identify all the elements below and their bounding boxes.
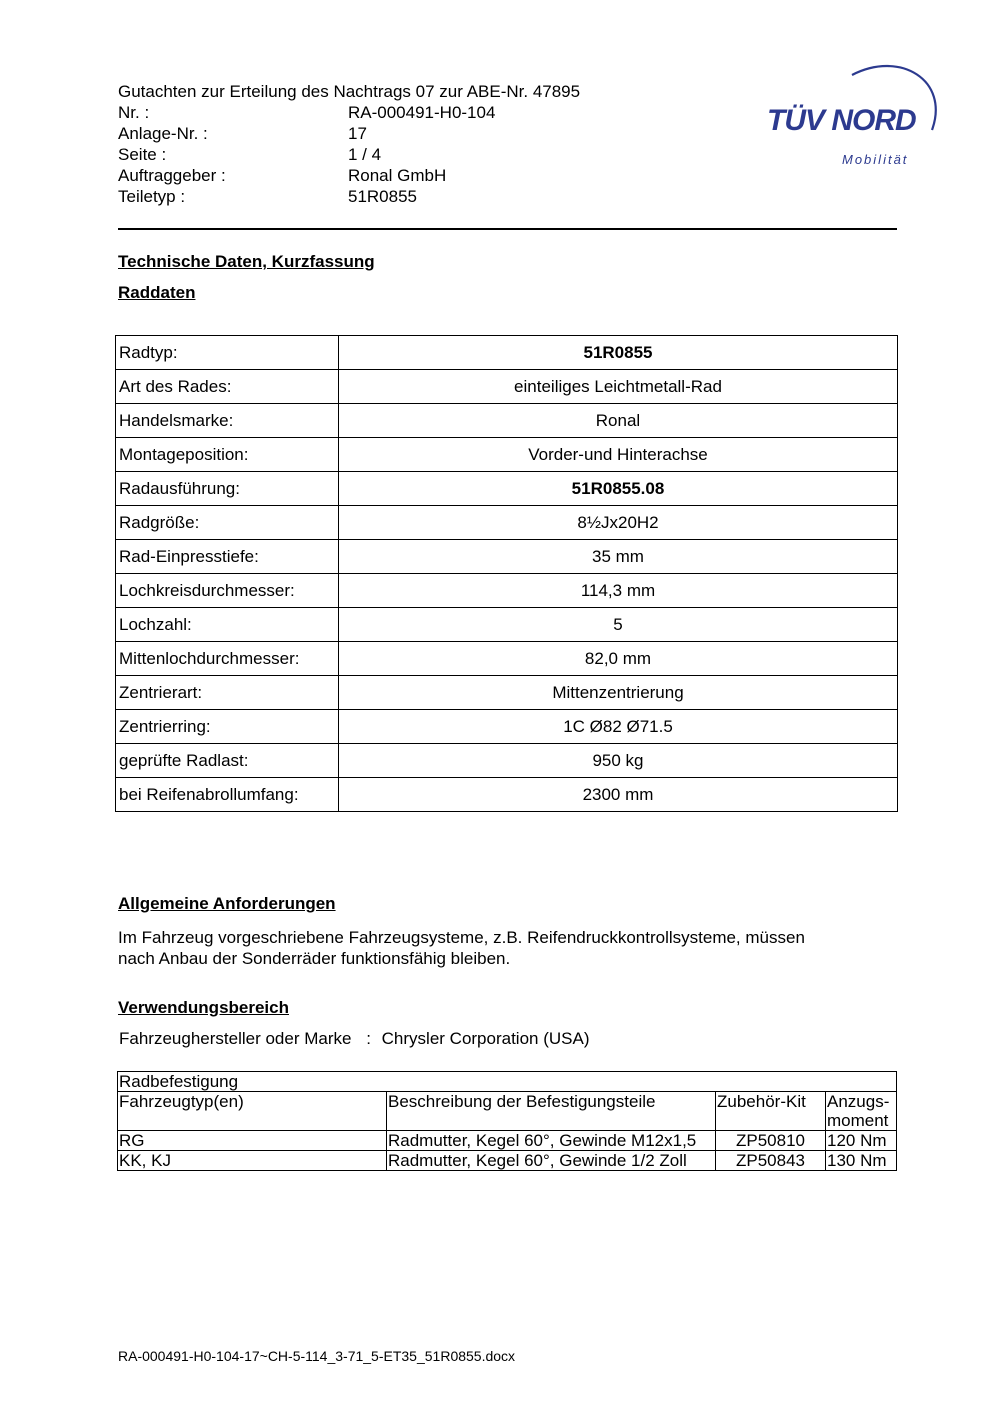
table-row [118,1131,897,1151]
report-title-text: Gutachten zur Erteilung des Nachtrags 07 zur ABE-Nr. 47895 [118,82,581,101]
raddaten-value: 51R0855.08 [339,472,898,506]
logo-subtitle: Mobilität [842,152,909,167]
raddaten-row [116,472,898,506]
befestigung-header-cell [826,1092,897,1131]
hersteller-line [119,1029,590,1049]
raddaten-value: 35 mm [339,540,898,574]
header-divider [118,228,897,230]
raddaten-row [116,608,898,642]
section-title-technische-daten: Technische Daten, Kurzfassung [118,252,375,271]
befestigung-header-text: Anzugs- moment [827,1092,890,1130]
raddaten-value: 1C Ø82 Ø71.5 [339,710,898,744]
raddaten-row [116,744,898,778]
allgemeine-text-line: nach Anbau der Sonderräder funktionsfähig bleiben. [118,949,511,968]
raddaten-value: Ronal [339,404,898,438]
raddaten-row [116,336,898,370]
tuev-nord-logo [760,55,940,175]
raddaten-label: Mittenlochdurchmesser: [116,642,339,676]
raddaten-label: Art des Rades: [116,370,339,404]
radbefestigung-table [117,1071,897,1171]
befestigung-header-cell: Beschreibung der Befestigungsteile [387,1092,716,1131]
raddaten-row [116,642,898,676]
raddaten-label: Lochzahl: [116,608,339,642]
raddaten-value: 950 kg [339,744,898,778]
befestigung-cell-beschreibung: Radmutter, Kegel 60°, Gewinde M12x1,5 [387,1131,716,1151]
hersteller-value: Chrysler Corporation (USA) [381,1029,590,1048]
header-label: Anlage-Nr. : [118,124,208,143]
raddaten-row [116,574,898,608]
raddaten-value: Vorder-und Hinterachse [339,438,898,472]
header-value: 17 [348,124,367,143]
header-value: 51R0855 [348,187,418,206]
raddaten-value: 114,3 mm [339,574,898,608]
befestigung-header-row [118,1092,897,1131]
befestigung-cell-kit: ZP50843 [716,1151,826,1171]
raddaten-table [115,335,898,812]
raddaten-row [116,778,898,812]
table-row [118,1151,897,1171]
header-value: 1 / 4 [348,145,382,164]
raddaten-row [116,540,898,574]
befestigung-caption-row [118,1072,897,1092]
header-label: Teiletyp : [118,187,186,206]
raddaten-value: 8½Jx20H2 [339,506,898,540]
header-label: Nr. : [118,103,150,122]
raddaten-label: geprüfte Radlast: [116,744,339,778]
befestigung-cell-kit: ZP50810 [716,1131,826,1151]
hersteller-label: Fahrzeughersteller oder Marke [119,1029,352,1048]
raddaten-value: einteiliges Leichtmetall-Rad [339,370,898,404]
header-label: Seite : [118,145,167,164]
raddaten-label: Rad-Einpresstiefe: [116,540,339,574]
raddaten-row [116,438,898,472]
raddaten-label: bei Reifenabrollumfang: [116,778,339,812]
raddaten-row [116,710,898,744]
header-value: RA-000491-H0-104 [348,103,496,122]
hersteller-separator: : [366,1029,371,1048]
raddaten-label: Zentrierart: [116,676,339,710]
raddaten-row [116,676,898,710]
raddaten-label: Handelsmarke: [116,404,339,438]
allgemeine-text [118,927,805,969]
raddaten-label: Radausführung: [116,472,339,506]
raddaten-label: Lochkreisdurchmesser: [116,574,339,608]
raddaten-label: Zentrierring: [116,710,339,744]
befestigung-cell-beschreibung: Radmutter, Kegel 60°, Gewinde 1/2 Zoll [387,1151,716,1171]
raddaten-value: 5 [339,608,898,642]
raddaten-label: Radgröße: [116,506,339,540]
raddaten-label: Montageposition: [116,438,339,472]
raddaten-value: 2300 mm [339,778,898,812]
befestigung-header-cell: Zubehör-Kit [716,1092,826,1131]
footer-filename: RA-000491-H0-104-17~CH-5-114_3-71_5-ET35_51R0855.docx [118,1348,516,1364]
section-title-raddaten: Raddaten [118,283,196,302]
raddaten-value: 51R0855 [339,336,898,370]
befestigung-header-cell: Fahrzeugtyp(en) [118,1092,387,1131]
befestigung-cell-fahrzeugtyp: KK, KJ [118,1151,387,1171]
raddaten-label: Radtyp: [116,336,339,370]
befestigung-caption: Radbefestigung [118,1072,897,1092]
raddaten-row [116,404,898,438]
raddaten-row [116,370,898,404]
raddaten-value: 82,0 mm [339,642,898,676]
section-title-verwendungsbereich: Verwendungsbereich [118,998,289,1017]
befestigung-cell-moment: 120 Nm [826,1131,897,1151]
logo-brand: TÜV NORD [767,104,916,137]
allgemeine-text-line: Im Fahrzeug vorgeschriebene Fahrzeugsysteme, z.B. Reifendruckkontrollsysteme, müssen [118,928,805,947]
header-value: Ronal GmbH [348,166,447,185]
befestigung-cell-moment: 130 Nm [826,1151,897,1171]
header-label: Auftraggeber : [118,166,226,185]
befestigung-cell-fahrzeugtyp: RG [118,1131,387,1151]
raddaten-value: Mittenzentrierung [339,676,898,710]
raddaten-row [116,506,898,540]
section-title-allgemeine-anforderungen: Allgemeine Anforderungen [118,894,336,913]
